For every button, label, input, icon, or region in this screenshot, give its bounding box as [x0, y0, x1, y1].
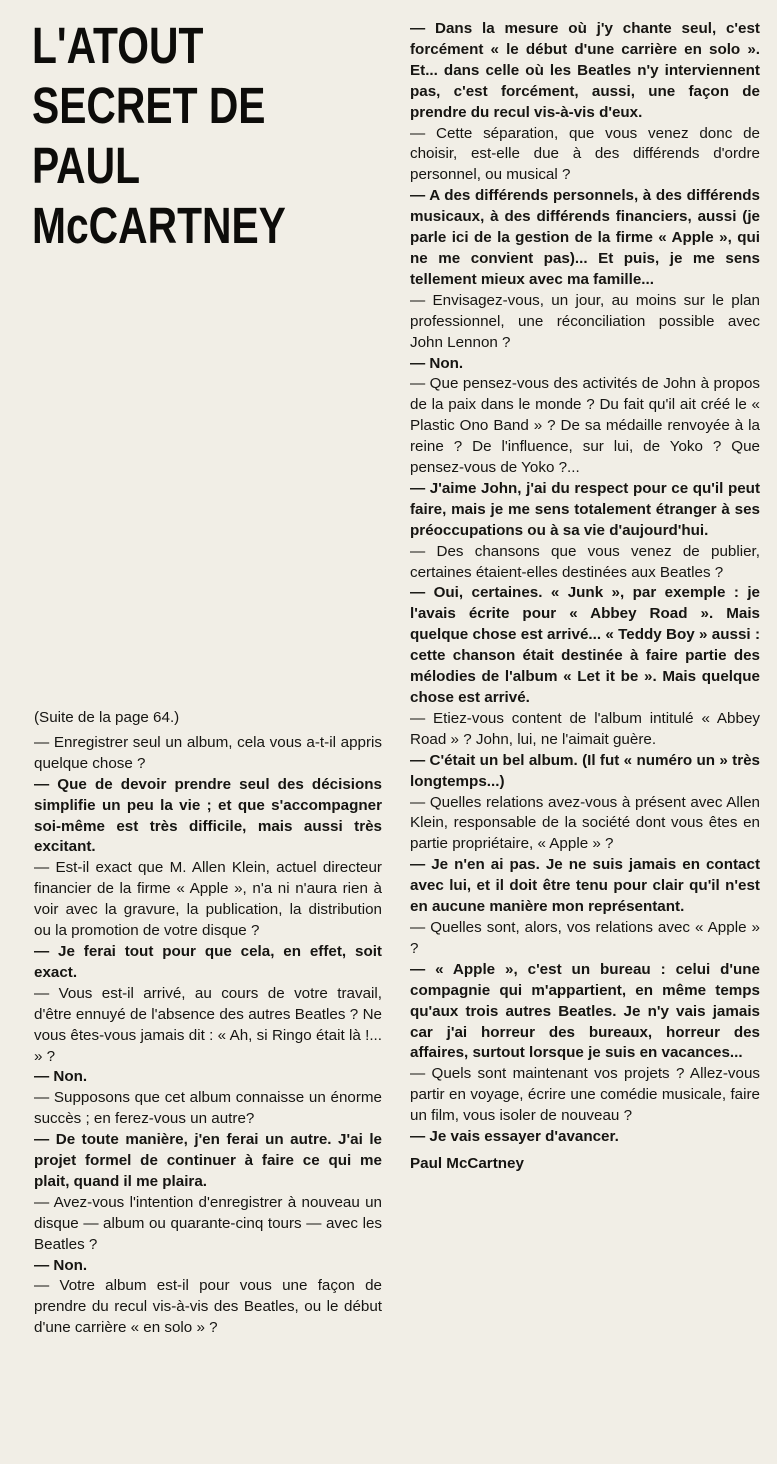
right-paragraphs: [410, 19, 760, 1148]
answer-paragraph: — Je ferai tout pour que cela, en effet, soit exact.: [34, 942, 382, 981]
question-paragraph: — Supposons que cet album connaisse un énorme succès ; en ferez-vous un autre?: [34, 1089, 382, 1128]
answer-paragraph: — Non.: [34, 1068, 88, 1086]
signature: Paul McCartney: [410, 1154, 524, 1172]
title-line: PAUL: [32, 137, 141, 194]
title-line: SECRET DE: [32, 77, 266, 134]
question-paragraph: — Est-il exact que M. Allen Klein, actuel directeur financier de la firme « Apple », n'a ni n'aura rien à voir avec la gravure, la publication, la distribution ou la promotion de votre disque ?: [34, 859, 382, 940]
question-paragraph: — Quels sont maintenant vos projets ? Allez-vous partir en voyage, écrire une comédie musicale, faire un film, vous isoler de nouveau ?: [410, 1065, 760, 1125]
answer-paragraph: — Non.: [410, 354, 464, 372]
left-column: [34, 708, 382, 1339]
answer-paragraph: — De toute manière, j'en ferai un autre. J'ai le projet formel de continuer à faire ce qui me plait, quand il me plaira.: [34, 1131, 382, 1190]
left-paragraphs: [34, 733, 382, 1339]
answer-paragraph: — A des différends personnels, à des différends musicaux, à des différends financiers, aussi (je parle ici de la gestion de la firme « Apple », qui ne me convient pas)... Et puis, je me sens tellement mieux avec ma famille...: [410, 187, 760, 288]
continuation-note: (Suite de la page 64.): [34, 709, 180, 726]
answer-paragraph: — J'aime John, j'ai du respect pour ce qu'il peut faire, mais je me sens totalement étranger à ses préoccupations ou à sa vie d'aujourd'hui.: [410, 479, 760, 539]
answer-paragraph: — Je n'en ai pas. Je ne suis jamais en contact avec lui, et il doit être tenu pour clair qu'il n'est en aucune manière mon représentant.: [410, 856, 760, 916]
title-line: McCARTNEY: [32, 197, 286, 254]
answer-paragraph: — Non.: [34, 1256, 88, 1274]
answer-paragraph: — Oui, certaines. « Junk », par exemple : je l'avais écrite pour « Abbey Road ». Mais quelque chose est arrivé... « Teddy Boy » aussi : cette chanson était destinée à faire partie des mélodies de l'album « Let it be ». Mais quelque chose est arrivé.: [410, 584, 760, 706]
question-paragraph: — Avez-vous l'intention d'enregistrer à nouveau un disque — album ou quarante-cinq tours — avec les Beatles ?: [34, 1193, 382, 1253]
answer-paragraph: — Dans la mesure où j'y chante seul, c'est forcément « le début d'une carrière en solo ». Et... dans celle où les Beatles n'y interviennent pas, c'est forcément, aussi, une façon de prendre du recul vis-à-vis d'eux.: [410, 20, 760, 121]
question-paragraph: — Etiez-vous content de l'album intitulé « Abbey Road » ? John, lui, ne l'aimait guère.: [410, 709, 760, 748]
question-paragraph: — Quelles sont, alors, vos relations avec « Apple » ?: [410, 918, 760, 957]
question-paragraph: — Votre album est-il pour vous une façon de prendre du recul vis-à-vis des Beatles, ou le début d'une carrière « en solo » ?: [34, 1277, 382, 1337]
article-title: [32, 16, 320, 256]
question-paragraph: — Que pensez-vous des activités de John à propos de la paix dans le monde ? Du fait qu'il ait créé le « Plastic Ono Band » ? De sa médaille renvoyée à la reine ? De l'influence, sur lui, de Yoko ? Que pensez-vous de Yoko ?...: [410, 375, 760, 477]
question-paragraph: — Quelles relations avez-vous à présent avec Allen Klein, responsable de la société dont vous êtes en partie propriétaire, « Apple » ?: [410, 793, 760, 853]
question-paragraph: — Cette séparation, que vous venez donc de choisir, est-elle due à des différends d'ordre personnel, ou musical ?: [410, 124, 760, 184]
question-paragraph: — Enregistrer seul un album, cela vous a-t-il appris quelque chose ?: [34, 733, 382, 772]
answer-paragraph: — Que de devoir prendre seul des décisions simplifie un peu la vie ; et que s'accompagner soi-même est très difficile, mais aussi très excitant.: [34, 775, 382, 856]
answer-paragraph: — « Apple », c'est un bureau : celui d'une compagnie qui m'appartient, en même temps qu'aux trois autres Beatles. Je n'y vais jamais car j'ai horreur des bureaux, horreur des affaires, surtout lorsque je suis en vacances...: [410, 960, 760, 1062]
question-paragraph: — Des chansons que vous venez de publier, certaines étaient-elles destinées aux Beatles ?: [410, 542, 760, 581]
answer-paragraph: — Je vais essayer d'avancer.: [410, 1128, 619, 1146]
right-column: [410, 19, 760, 1175]
question-paragraph: — Envisagez-vous, un jour, au moins sur le plan professionnel, une réconciliation possible avec John Lennon ?: [410, 291, 760, 351]
title-line: L'ATOUT: [32, 17, 204, 74]
answer-paragraph: — C'était un bel album. (Il fut « numéro un » très longtemps...): [410, 751, 760, 790]
question-paragraph: — Vous est-il arrivé, au cours de votre travail, d'être ennuyé de l'absence des autres Beatles ? Ne vous êtes-vous jamais dit : « Ah, si Ringo était là !... » ?: [34, 984, 382, 1065]
